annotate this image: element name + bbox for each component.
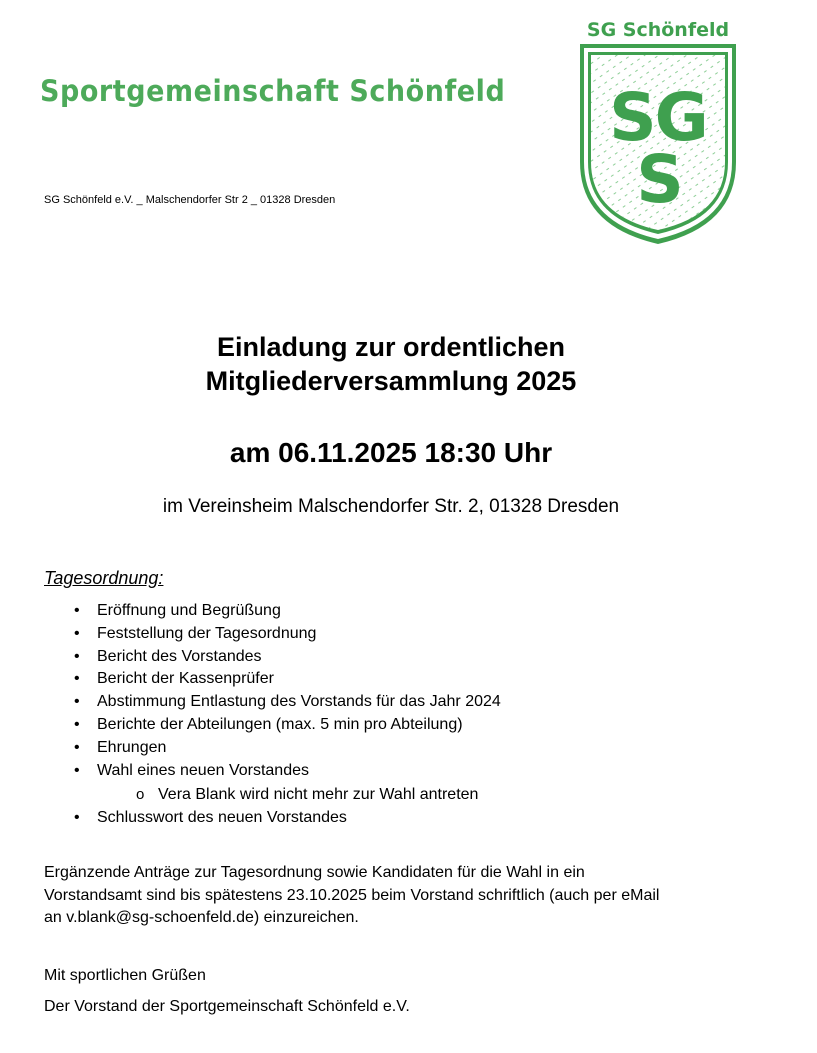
bullet-icon: • (74, 738, 80, 756)
notice-line-3-suffix: ) einzureichen. (253, 909, 359, 926)
bullet-icon: • (74, 761, 80, 779)
submission-notice (44, 862, 784, 930)
agenda-item-text: Schlusswort des neuen Vorstandes (97, 809, 347, 827)
meeting-venue: im Vereinsheim Malschendorfer Str. 2, 01328 Dresden (162, 496, 620, 517)
agenda-item (74, 737, 501, 760)
notice-line-2: Vorstandsamt sind bis spätestens 23.10.2025 beim Vorstand schriftlich (auch per eMail (44, 886, 660, 904)
invitation-title (0, 330, 782, 398)
logo-monogram-sg: SG (609, 79, 707, 156)
closing-signature: Der Vorstand der Sportgemeinschaft Schönfeld e.V. (44, 998, 410, 1015)
agenda-sub-item (74, 782, 501, 807)
bullet-icon: • (74, 624, 80, 642)
logo-top-text: SG Schönfeld (586, 19, 730, 41)
bullet-icon: • (74, 693, 80, 711)
agenda-item (74, 691, 501, 714)
logo-monogram-s: S (636, 141, 684, 218)
circle-bullet-icon: o (136, 786, 145, 804)
organization-name: Sportgemeinschaft Schönfeld (40, 74, 506, 108)
agenda-sub-item-text: Vera Blank wird nicht mehr zur Wahl antreten (158, 786, 479, 804)
agenda-item (74, 807, 501, 830)
agenda-item-text: Abstimmung Entlastung des Vorstands für das Jahr 2024 (97, 693, 501, 711)
agenda-item-text: Ehrungen (97, 738, 167, 756)
closing-greeting: Mit sportlichen Grüßen (44, 967, 206, 984)
title-line-2: Mitgliederversammlung 2025 (205, 366, 577, 396)
agenda-item (74, 623, 501, 646)
agenda-item (74, 600, 501, 623)
agenda-item-text: Bericht des Vorstandes (97, 647, 262, 665)
agenda-item (74, 760, 501, 783)
bullet-icon: • (74, 647, 80, 665)
bullet-icon: • (74, 670, 80, 688)
agenda-item (74, 646, 501, 669)
agenda-heading: Tagesordnung: (44, 568, 164, 588)
club-logo-shield (574, 12, 742, 248)
title-line-1: Einladung zur ordentlichen (216, 332, 565, 362)
meeting-datetime: am 06.11.2025 18:30 Uhr (229, 437, 553, 468)
bullet-icon: • (74, 715, 80, 733)
contact-email[interactable]: v.blank@sg-schoenfeld.de (66, 909, 254, 926)
notice-line-3-prefix: an (44, 909, 67, 926)
bullet-icon: • (74, 602, 80, 619)
agenda-item-text: Bericht der Kassenprüfer (97, 670, 274, 688)
agenda-item-text: Wahl eines neuen Vorstandes (97, 761, 309, 779)
agenda-item-text: Feststellung der Tagesordnung (97, 624, 317, 642)
agenda-item (74, 714, 501, 737)
agenda-item-text: Berichte der Abteilungen (max. 5 min pro Abteilung) (97, 715, 463, 733)
agenda-item-text: Eröffnung und Begrüßung (97, 602, 281, 619)
agenda-list (74, 600, 501, 830)
notice-line-3 (44, 907, 784, 930)
bullet-icon: • (74, 809, 80, 827)
sender-address-line: SG Schönfeld e.V. _ Malschendorfer Str 2 _ 01328 Dresden (44, 194, 336, 206)
notice-line-1: Ergänzende Anträge zur Tagesordnung sowie Kandidaten für die Wahl in ein (44, 864, 585, 881)
agenda-item (74, 668, 501, 691)
